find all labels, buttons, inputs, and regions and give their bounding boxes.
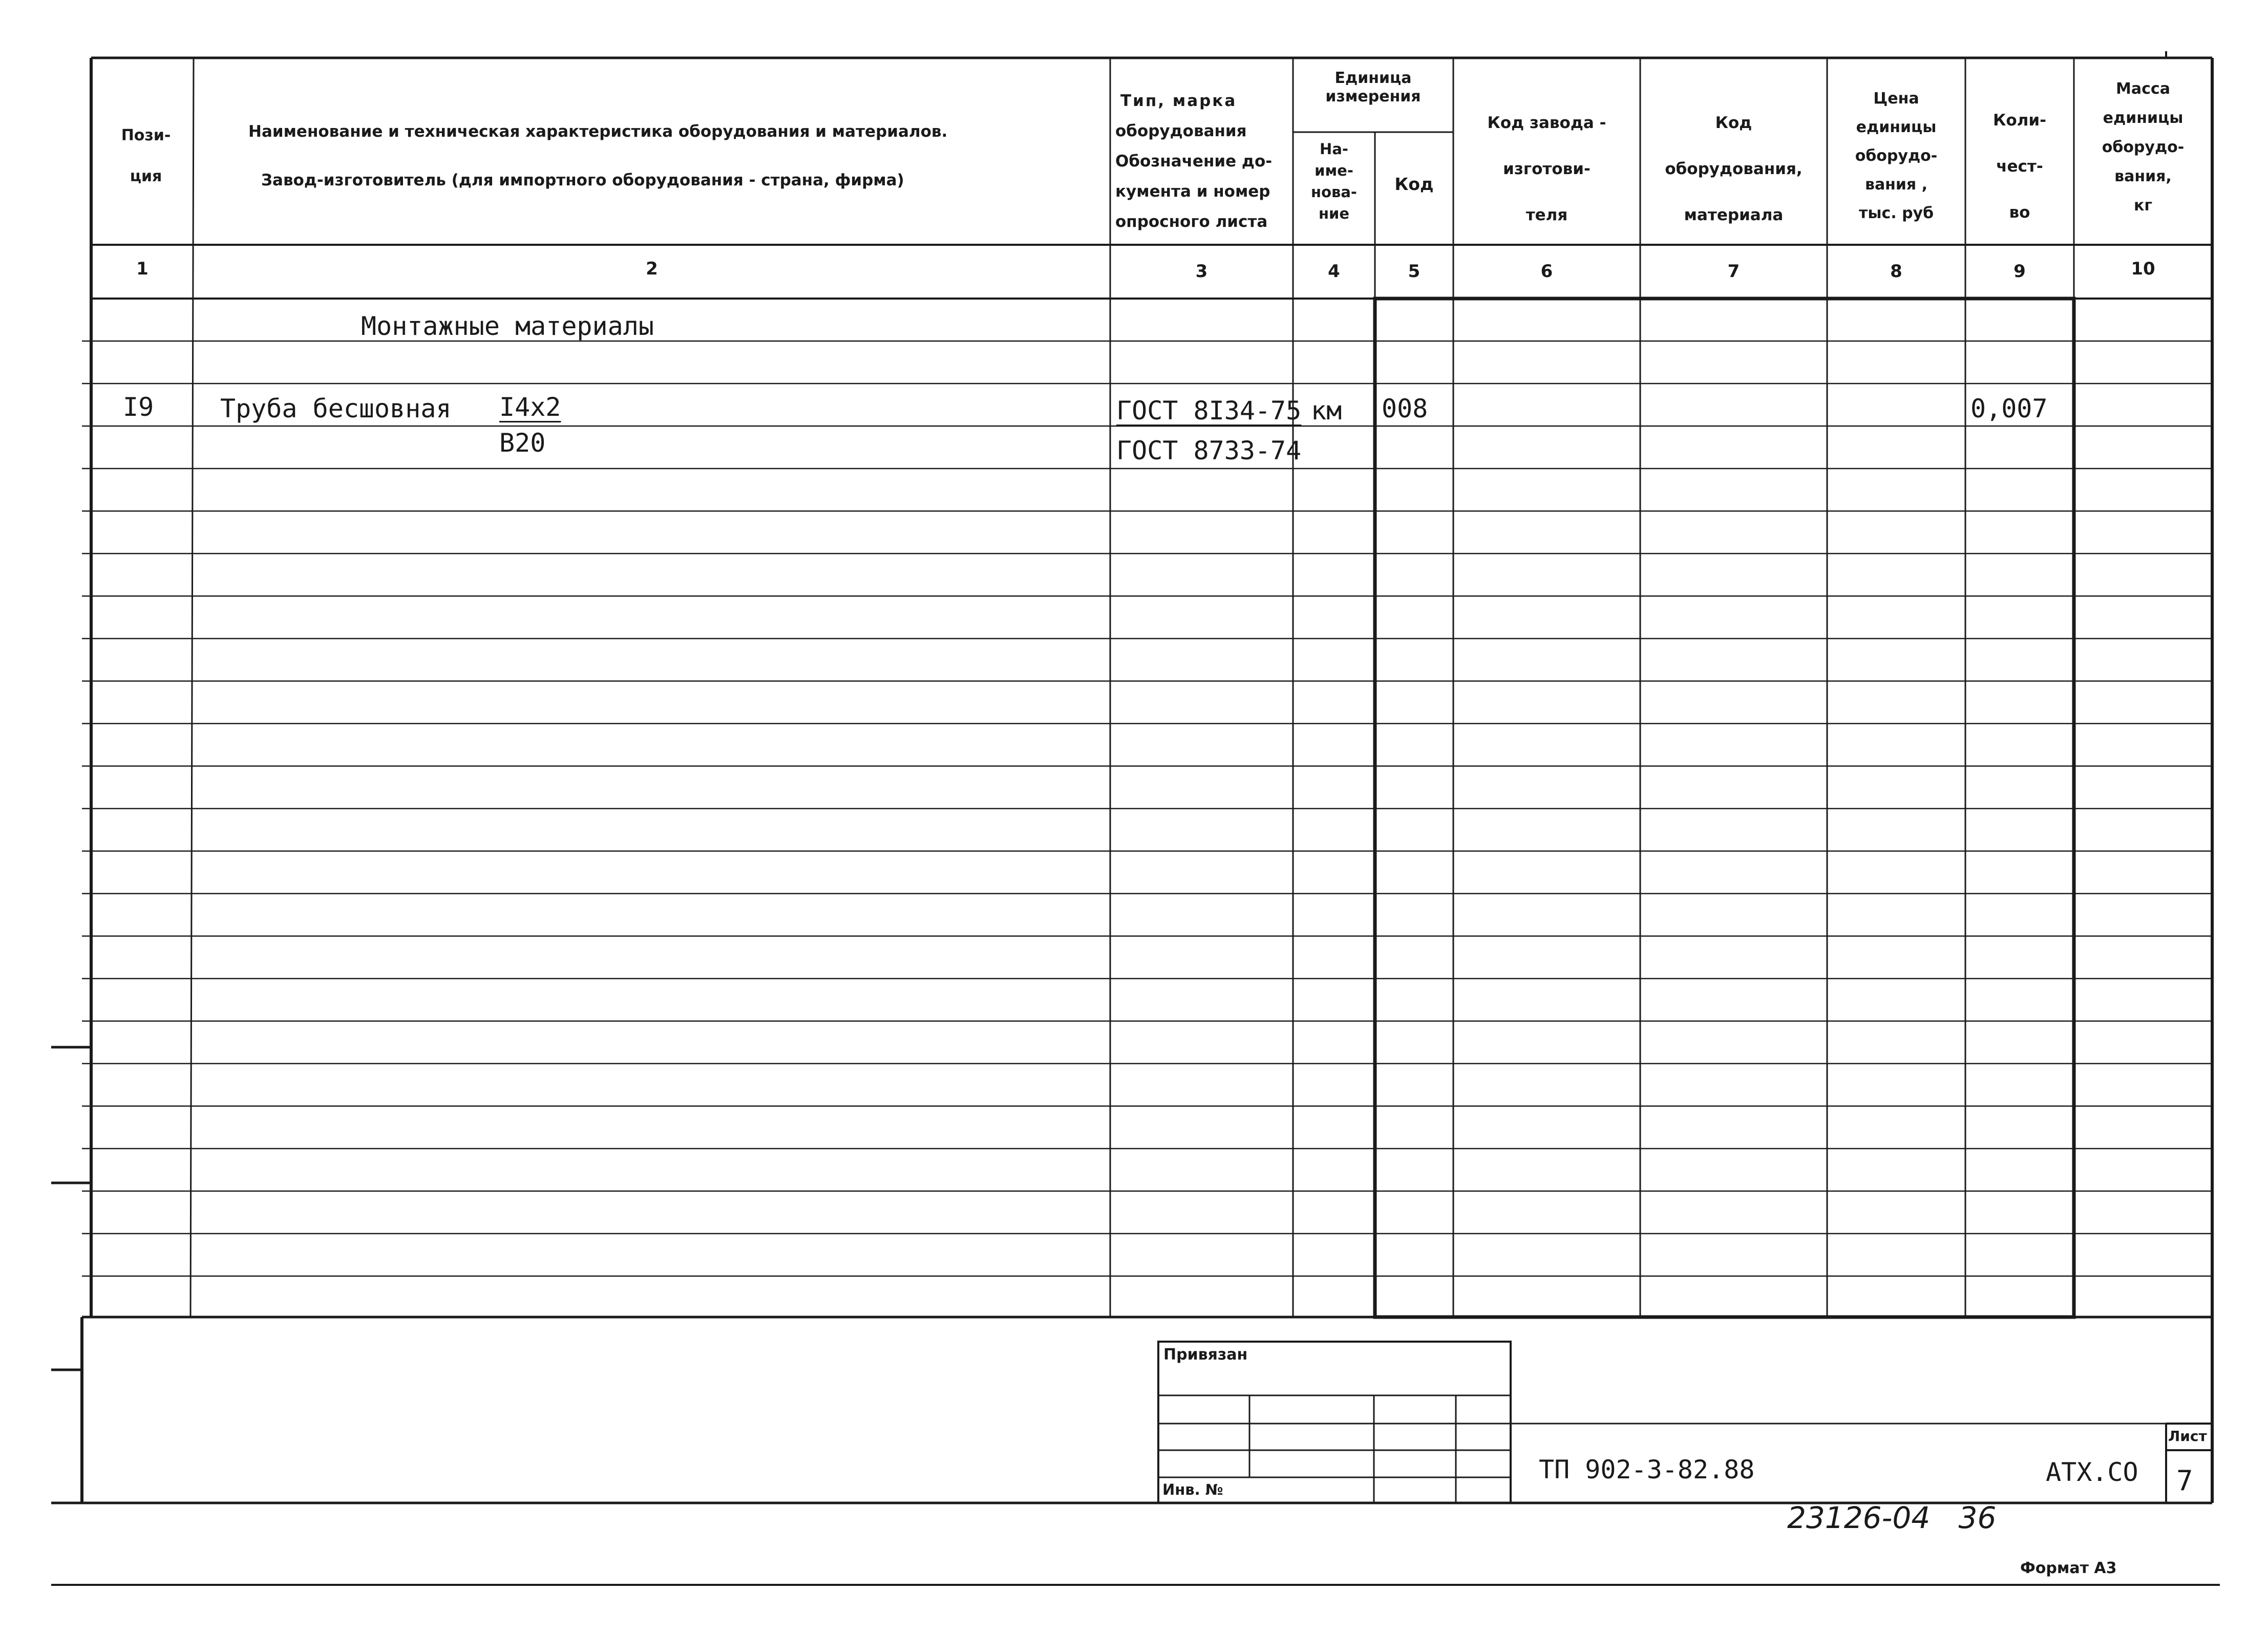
- row-document: ГОСТ 8I34-75: [1116, 396, 1302, 426]
- row-unit-code: 008: [1382, 394, 1428, 423]
- column-number: 9: [2013, 261, 2026, 282]
- stamp-privyazan: Привязан: [1163, 1346, 1248, 1364]
- header-col-position: Пози- ция: [121, 126, 171, 185]
- sheet-number: 7: [2176, 1465, 2193, 1497]
- section-title: Монтажные материалы: [361, 311, 654, 341]
- section-code: АТХ.СО: [2046, 1457, 2138, 1487]
- header-col-unit-name: На- име- нова- ние: [1311, 140, 1357, 222]
- column-number: 10: [2131, 259, 2155, 279]
- header-col-quantity: Коли- чест- во: [1993, 111, 2046, 222]
- column-number: 5: [1408, 261, 1421, 282]
- header-col-factory-code: Код завода - изготови- теля: [1487, 114, 1606, 224]
- header-col-unit-code: Код: [1394, 174, 1434, 194]
- handwritten-number: 23126-04 36: [1787, 1500, 1997, 1535]
- column-number: 1: [136, 259, 149, 279]
- column-number: 6: [1540, 261, 1553, 282]
- header-col-name: Наименование и техническая характеристика оборудования и материалов. Завод-изготовитель (для импортного оборудования - страна, фирма): [248, 122, 948, 189]
- row-position: I9: [123, 392, 154, 422]
- sheet-label: Лист: [2168, 1428, 2207, 1445]
- document-code: ТП 902-3-82.88: [1539, 1455, 1755, 1484]
- row-quantity: 0,007: [1970, 394, 2048, 423]
- header-col-type: Тип, марка оборудования Обозначение до- кумента и номер опросного листа: [1115, 92, 1273, 231]
- format-label: Формат А3: [2020, 1559, 2117, 1577]
- column-number: 8: [1890, 261, 1902, 282]
- column-number: 7: [1727, 261, 1740, 282]
- row-document: ГОСТ 8733-74: [1116, 436, 1302, 465]
- column-number: 2: [646, 259, 658, 279]
- row-unit-name: км: [1311, 396, 1342, 426]
- header-col-mass: Масса единицы оборудо- вания, кг: [2102, 80, 2185, 215]
- header-col-unit-group: Единица измерения: [1325, 69, 1421, 105]
- row-size: В20: [499, 428, 546, 458]
- column-number: 4: [1328, 261, 1340, 282]
- column-number: 3: [1195, 261, 1208, 282]
- header-col-price: Цена единицы оборудо- вания , тыс. руб: [1855, 90, 1938, 222]
- row-size: I4x2: [499, 392, 561, 422]
- stamp-inventory-number: Инв. №: [1162, 1481, 1223, 1498]
- header-col-material-code: Код оборудования, материала: [1665, 114, 1803, 224]
- row-name: Труба бесшовная: [220, 394, 452, 423]
